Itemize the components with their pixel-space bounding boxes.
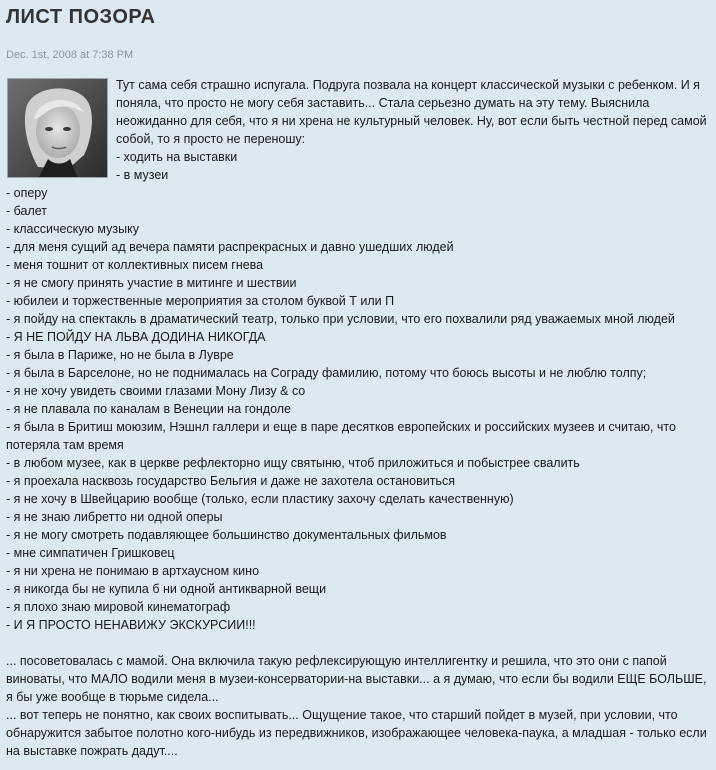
author-portrait-image: [8, 79, 108, 178]
shame-list-item: - я не плавала по каналам в Венеции на гондоле: [6, 402, 291, 416]
entry-outro-text-1: ... посоветовалась с мамой. Она включила такую рефлексирующую интеллигентку и решила, что это они с папой виноваты, что МАЛО водили меня в музеи-консерватории-на выставки... а я думаю, что если бы водили ЕЩЕ БОЛЬШЕ, я бы уже вообще в тюрьме сидела...: [6, 654, 707, 704]
author-avatar: [7, 78, 108, 178]
shame-list-item: - я плохо знаю мировой кинематограф: [6, 600, 231, 614]
shame-list-item: - я была в Бритиш моюзим, Нэшнл галлери и еще в паре десятков европейских и российских музеев и считаю, что потеряла там время: [6, 420, 676, 452]
shame-list-item: - И Я ПРОСТО НЕНАВИЖУ ЭКСКУРСИИ!!!: [6, 618, 256, 632]
shame-list-item: - балет: [6, 204, 48, 218]
shame-list-item: - в любом музее, как в церкве рефлекторно ищу святыню, чтоб приложиться и побыстрее свалить: [6, 456, 580, 470]
shame-list-item: - я не знаю либретто ни одной оперы: [6, 510, 223, 524]
shame-list-item: - юбилеи и торжественные мероприятия за столом буквой Т или П: [6, 294, 395, 308]
shame-list-item: - классическую музыку: [6, 222, 139, 236]
shame-list-item: - я не смогу принять участие в митинге и шествии: [6, 276, 297, 290]
shame-list-item: - для меня сущий ад вечера памяти распрекрасных и давно ушедших людей: [6, 240, 454, 254]
shame-list-item: - я проехала насквозь государство Бельгия и даже не захотела остановиться: [6, 474, 455, 488]
entry-date: Dec. 1st, 2008 at 7:38 PM: [6, 49, 134, 61]
shame-list-item: - я не могу смотреть подавляющее большинство документальных фильмов: [6, 528, 447, 542]
shame-list-item: - я была в Париже, но не была в Лувре: [6, 348, 234, 362]
shame-list-item: - меня тошнит от коллективных писем гнева: [6, 258, 264, 272]
shame-list-item: - Я НЕ ПОЙДУ НА ЛЬВА ДОДИНА НИКОГДА: [6, 330, 266, 344]
entry-body: [6, 76, 710, 760]
entry-title: ЛИСТ ПОЗОРА: [6, 6, 156, 28]
shame-list-item: - оперу: [6, 186, 48, 200]
entry-outro-text-2: ... вот теперь не понятно, как своих воспитывать... Ощущение такое, что старший пойдет в музей, при условии, что обнаружится забытое полотно кого-нибудь из передвижников, изображающее человека-паука, а младшая - только если на выставке пожрать дадут....: [6, 708, 707, 758]
shame-list-item: - я была в Барселоне, но не поднималась на Сограду фамилию, потому что боюсь высоты и не люблю толпу;: [6, 366, 647, 380]
shame-list-item: - я не хочу увидеть своими глазами Мону Лизу & co: [6, 384, 306, 398]
shame-list-item: - я никогда бы не купила б ни одной антикварной вещи: [6, 582, 327, 596]
shame-list-item: - я ни хрена не понимаю в артхаусном кино: [6, 564, 260, 578]
shame-list: [6, 148, 710, 634]
shame-list-item: - в музеи: [116, 168, 169, 182]
shame-list-item: - я не хочу в Швейцарию вообще (только, если пластику захочу сделать качественную): [6, 492, 514, 506]
shame-list-item: - я пойду на спектакль в драматический театр, только при условии, что его похвалили ряд уважаемых мной людей: [6, 312, 675, 326]
entry-intro-text: Тут сама себя страшно испугала. Подруга позвала на концерт классической музыки с ребенком. И я поняла, что просто не могу себя заставить... Стала серьезно думать на эту тему. Выяснила неожиданно для себя, что я ни хрена не культурный человек. Ну, вот если быть честной перед самой собой, то я просто не переношу:: [116, 78, 707, 146]
shame-list-item: - ходить на выставки: [116, 150, 238, 164]
shame-list-item: - мне симпатичен Гришковец: [6, 546, 175, 560]
